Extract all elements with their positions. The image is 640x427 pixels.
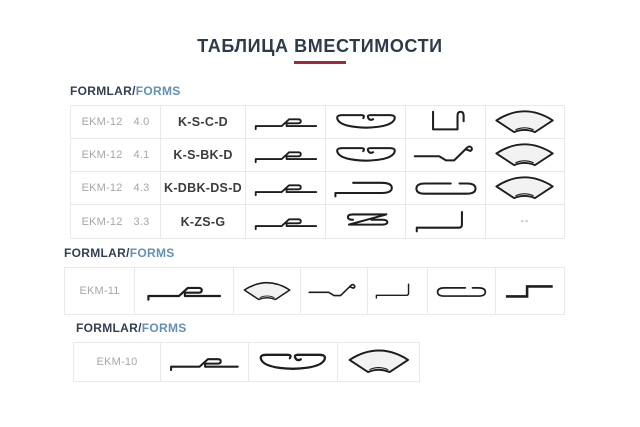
- code-cell: K-S-C-D: [161, 106, 246, 138]
- section-label: [76, 321, 420, 335]
- dish-profile-icon: [249, 343, 338, 381]
- fan-segment-icon: [486, 106, 564, 138]
- fan-segment-icon: [486, 139, 564, 171]
- model-cell: [71, 139, 161, 171]
- version-label: 4.0: [133, 116, 150, 128]
- table-row: [71, 139, 564, 172]
- model-cell: [71, 172, 161, 204]
- model-label: EKM-11: [79, 285, 120, 297]
- u-channel-hem-profile-icon: [406, 106, 486, 138]
- model-label: EKM-12: [81, 149, 123, 161]
- snaplock-profile-icon: [246, 205, 326, 238]
- forms-table-ekm11: [64, 267, 565, 315]
- l-bend-profile-icon: [368, 268, 428, 314]
- version-label: 4.1: [133, 149, 150, 161]
- dish-profile-icon: [326, 139, 406, 171]
- version-label: 3.3: [133, 215, 150, 228]
- hook-profile-icon: [301, 268, 368, 314]
- section-label: [70, 84, 565, 98]
- section-label-formlar: FORMLAR/: [64, 246, 130, 260]
- forms-table-ekm12: [70, 105, 565, 239]
- code-cell: K-DBK-DS-D: [161, 172, 246, 204]
- model-cell: [71, 205, 161, 238]
- model-label: EKM-12: [81, 116, 123, 128]
- fan-segment-icon: [486, 172, 564, 204]
- model-cell: [65, 268, 135, 314]
- l-bend-profile-icon: [406, 205, 486, 238]
- section-ekm12: [70, 84, 565, 239]
- snaplock-profile-icon: [135, 268, 234, 314]
- z-fold-profile-icon: [326, 205, 406, 238]
- empty-marker: --: [520, 216, 530, 227]
- model-label: EKM-12: [81, 182, 123, 194]
- section-ekm11: [64, 246, 565, 315]
- section-label-forms: FORMS: [141, 321, 187, 335]
- step-profile-icon: [496, 268, 564, 314]
- table-row: [74, 343, 419, 381]
- dish-profile-icon: [326, 106, 406, 138]
- section-label-formlar: FORMLAR/: [76, 321, 142, 335]
- snaplock-profile-icon: [246, 106, 326, 138]
- title-underline-accent: [294, 61, 346, 64]
- fan-segment-icon: [338, 343, 419, 381]
- forms-table-ekm10: [73, 342, 420, 382]
- model-label: EKM-12: [81, 215, 123, 228]
- section-label-formlar: FORMLAR/: [70, 84, 136, 98]
- seam-loop-profile-icon: [406, 172, 486, 204]
- code-cell: K-S-BK-D: [161, 139, 246, 171]
- table-row: [65, 268, 564, 314]
- hook-profile-icon: [406, 139, 486, 171]
- section-ekm10: [73, 321, 420, 382]
- table-row: [71, 205, 564, 238]
- version-label: 4.3: [133, 182, 150, 194]
- curl-hem-profile-icon: [326, 172, 406, 204]
- snaplock-profile-icon: [246, 172, 326, 204]
- section-label-forms: FORMS: [129, 246, 175, 260]
- section-label: [64, 246, 565, 260]
- page-title: ТАБЛИЦА ВМЕСТИМОСТИ: [197, 36, 443, 56]
- model-label: EKM-10: [96, 356, 138, 368]
- snaplock-profile-icon: [161, 343, 249, 381]
- fan-segment-icon: [234, 268, 301, 314]
- model-cell: [74, 343, 161, 381]
- table-row: [71, 106, 564, 139]
- snaplock-profile-icon: [246, 139, 326, 171]
- model-cell: [71, 106, 161, 138]
- section-label-forms: FORMS: [135, 84, 181, 98]
- table-row: [71, 172, 564, 205]
- seam-loop-profile-icon: [428, 268, 496, 314]
- empty-cell: [486, 205, 564, 238]
- code-cell: K-ZS-G: [161, 205, 246, 238]
